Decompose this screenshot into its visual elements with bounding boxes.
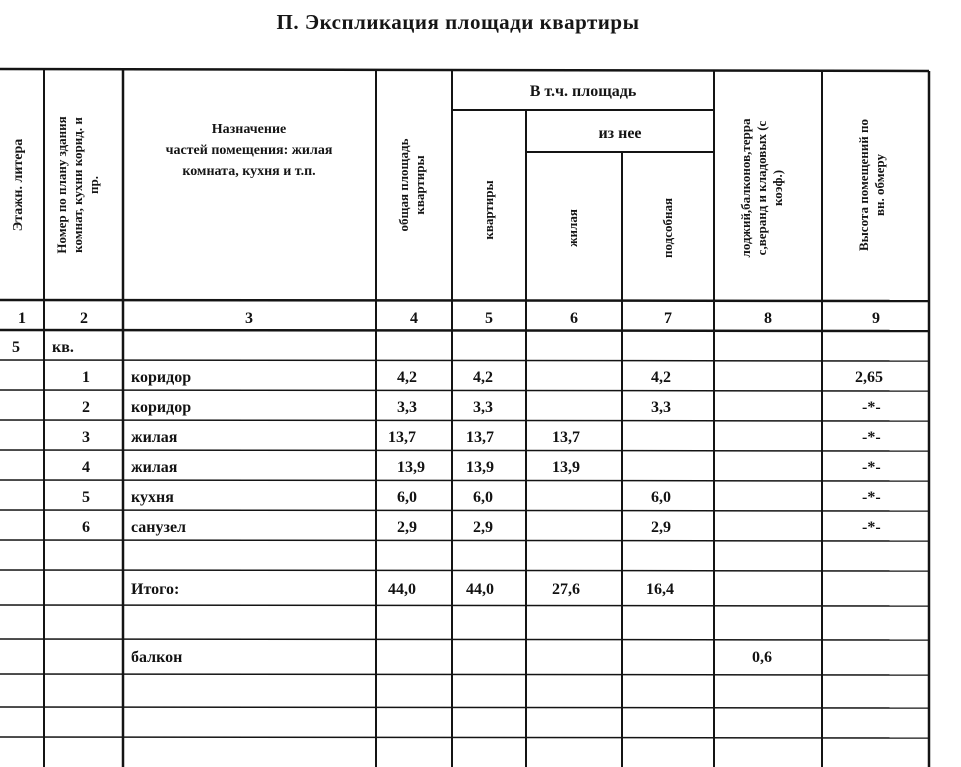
room-row — [82, 519, 881, 536]
room-name: санузел — [131, 519, 187, 536]
room-number: 4 — [82, 459, 90, 476]
room-height: -*- — [862, 399, 881, 416]
floor-number: 5 — [12, 339, 20, 356]
column-number: 2 — [80, 310, 88, 327]
totals-living-area: 27,6 — [552, 581, 580, 598]
header-height-line-1: Высота помещений по — [856, 118, 871, 252]
totals-auxiliary-area: 16,4 — [646, 581, 674, 598]
room-living-area: 13,9 — [552, 459, 580, 476]
room-name: кухня — [131, 489, 174, 506]
room-auxiliary-area: 4,2 — [651, 369, 671, 386]
header-of-which: из нее — [598, 125, 642, 142]
room-height: -*- — [862, 519, 881, 536]
column-number: 9 — [872, 310, 880, 327]
balcony-area: 0,6 — [752, 649, 772, 666]
header-total-area-line-2: квартиры — [412, 155, 427, 215]
room-height: -*- — [862, 429, 881, 446]
room-number: 6 — [82, 519, 90, 536]
room-total-area: 3,3 — [397, 399, 417, 416]
room-total-area: 6,0 — [397, 489, 417, 506]
room-number: 2 — [82, 399, 90, 416]
header-room-number-line-2: комнат, кухни корид. и — [70, 117, 85, 253]
room-apartment-area: 13,7 — [466, 429, 494, 446]
header-purpose-line-2: частей помещения: жилая — [165, 143, 333, 158]
room-row — [82, 369, 883, 386]
header-height-line-2: вн. обмеру — [872, 154, 887, 216]
room-apartment-area: 3,3 — [473, 399, 493, 416]
header-loggias-line-3: коэф.) — [770, 169, 785, 207]
column-numbers-row — [18, 310, 880, 327]
room-height: -*- — [862, 489, 881, 506]
apartment-label: кв. — [52, 339, 74, 356]
room-number: 1 — [82, 369, 90, 386]
header-incl-area: В т.ч. площадь — [529, 83, 637, 100]
room-row — [82, 429, 881, 446]
header-loggias — [738, 118, 785, 257]
header-room-number — [54, 116, 101, 253]
header-room-number-line-3: пр. — [86, 176, 101, 194]
room-number: 5 — [82, 489, 90, 506]
header-apartment: квартиры — [481, 180, 496, 240]
room-living-area: 13,7 — [552, 429, 580, 446]
header-purpose-line-1: Назначение — [211, 122, 287, 137]
header-loggias-line-1: лоджий,балконов,терра — [738, 118, 753, 258]
room-name: коридор — [131, 399, 192, 416]
room-apartment-area: 2,9 — [473, 519, 493, 536]
document-title: П. Экспликация площади квартиры — [276, 10, 640, 34]
room-row — [82, 399, 881, 416]
header-total-area-line-1: общая площадь — [396, 138, 411, 232]
column-number: 3 — [245, 310, 253, 327]
header-floor-letter: Этажн. литера — [11, 138, 26, 232]
room-height: 2,65 — [855, 369, 883, 386]
header-purpose — [166, 122, 333, 179]
room-total-area: 13,7 — [388, 429, 416, 446]
room-apartment-area: 13,9 — [466, 459, 494, 476]
room-auxiliary-area: 3,3 — [651, 399, 671, 416]
room-total-area: 4,2 — [397, 369, 417, 386]
room-apartment-area: 6,0 — [473, 489, 493, 506]
totals-row — [131, 581, 674, 598]
room-name: жилая — [131, 459, 178, 476]
header-total-area — [396, 138, 427, 231]
balcony-label: балкон — [131, 649, 183, 666]
room-name: коридор — [131, 369, 192, 386]
header-purpose-line-3: комната, кухня и т.п. — [182, 164, 316, 179]
totals-total-area: 44,0 — [388, 581, 416, 598]
column-number: 1 — [18, 310, 26, 327]
room-name: жилая — [131, 429, 178, 446]
room-number: 3 — [82, 429, 90, 446]
column-number: 4 — [410, 310, 418, 327]
column-number: 7 — [664, 310, 672, 327]
column-number: 6 — [570, 310, 578, 327]
header-height — [856, 119, 887, 251]
room-height: -*- — [862, 459, 881, 476]
room-auxiliary-area: 6,0 — [651, 489, 671, 506]
totals-label: Итого: — [131, 581, 180, 598]
header-room-number-line-1: Номер по плану здания — [54, 116, 69, 254]
column-number: 5 — [485, 310, 493, 327]
room-row — [82, 489, 881, 506]
room-row — [82, 459, 881, 476]
room-total-area: 2,9 — [397, 519, 417, 536]
header-living: жилая — [565, 209, 580, 247]
room-auxiliary-area: 2,9 — [651, 519, 671, 536]
column-number: 8 — [764, 310, 772, 327]
totals-apartment-area: 44,0 — [466, 581, 494, 598]
room-apartment-area: 4,2 — [473, 369, 493, 386]
room-total-area: 13,9 — [397, 459, 425, 476]
header-auxiliary: подсобная — [660, 198, 675, 258]
header-loggias-line-2: с,веранд и кладовых (с — [754, 120, 769, 256]
